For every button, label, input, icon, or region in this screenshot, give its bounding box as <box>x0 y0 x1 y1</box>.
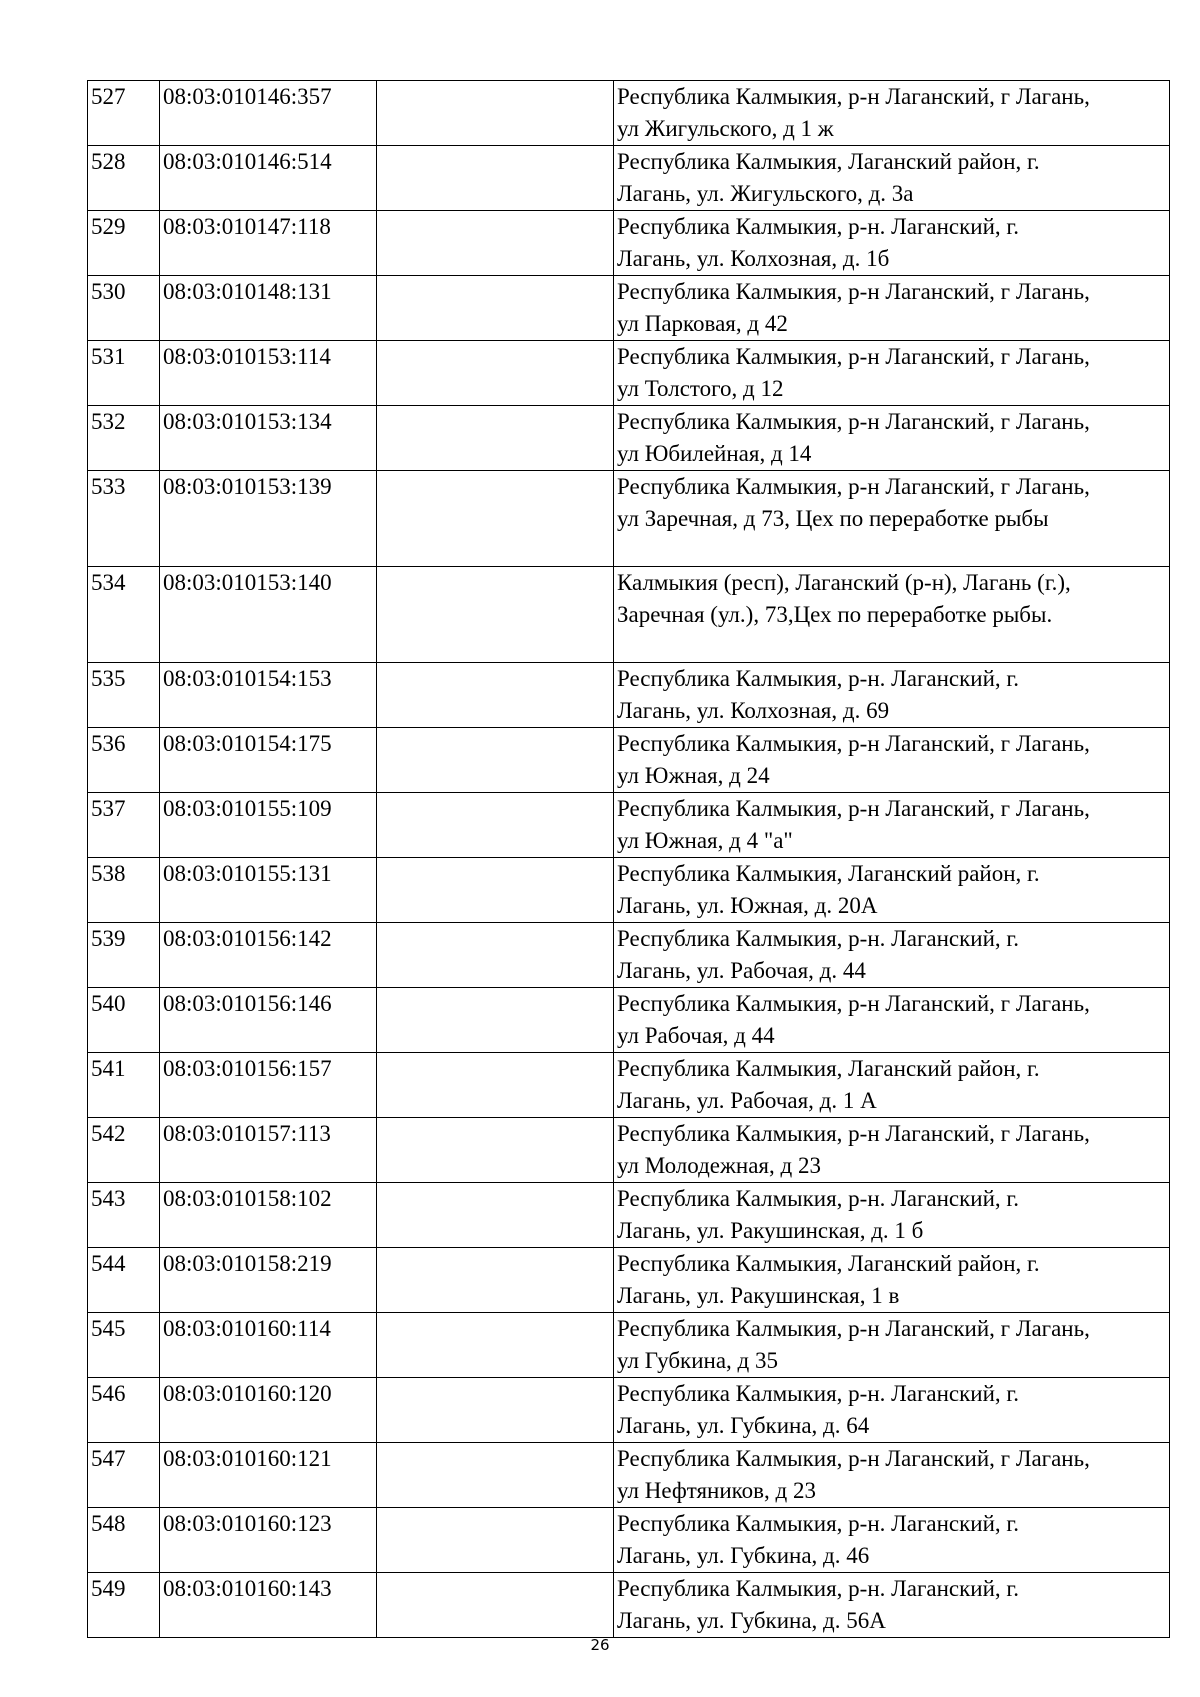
table-row <box>88 567 1170 663</box>
row-number-cell: 536 <box>88 728 160 793</box>
empty-cell <box>377 81 614 146</box>
cadastral-number-cell: 08:03:010153:139 <box>160 471 377 567</box>
address-cell: Республика Калмыкия, р-н. Лаганский, г. Лагань, ул. Рабочая, д. 44 <box>614 923 1170 988</box>
empty-cell <box>377 341 614 406</box>
row-number-cell: 527 <box>88 81 160 146</box>
empty-cell <box>377 1573 614 1638</box>
table-row <box>88 1118 1170 1183</box>
row-number-cell: 546 <box>88 1378 160 1443</box>
cadastral-number-cell: 08:03:010148:131 <box>160 276 377 341</box>
row-number-cell: 532 <box>88 406 160 471</box>
cadastral-number-cell: 08:03:010155:109 <box>160 793 377 858</box>
address-cell: Республика Калмыкия, р-н Лаганский, г Лагань, ул Юбилейная, д 14 <box>614 406 1170 471</box>
address-cell: Республика Калмыкия, р-н Лаганский, г Лагань, ул Парковая, д 42 <box>614 276 1170 341</box>
address-cell: Республика Калмыкия, р-н. Лаганский, г. Лагань, ул. Ракушинская, д. 1 б <box>614 1183 1170 1248</box>
table-row <box>88 1248 1170 1313</box>
empty-cell <box>377 211 614 276</box>
cadastral-number-cell: 08:03:010156:142 <box>160 923 377 988</box>
empty-cell <box>377 793 614 858</box>
table-row <box>88 471 1170 567</box>
table-row <box>88 146 1170 211</box>
row-number-cell: 544 <box>88 1248 160 1313</box>
cadastral-number-cell: 08:03:010155:131 <box>160 858 377 923</box>
cadastral-number-cell: 08:03:010160:114 <box>160 1313 377 1378</box>
cadastral-number-cell: 08:03:010153:114 <box>160 341 377 406</box>
cadastral-number-cell: 08:03:010160:123 <box>160 1508 377 1573</box>
table-row <box>88 211 1170 276</box>
table-row <box>88 923 1170 988</box>
row-number-cell: 542 <box>88 1118 160 1183</box>
empty-cell <box>377 406 614 471</box>
address-cell: Республика Калмыкия, р-н. Лаганский, г. Лагань, ул. Колхозная, д. 69 <box>614 663 1170 728</box>
row-number-cell: 540 <box>88 988 160 1053</box>
row-number-cell: 538 <box>88 858 160 923</box>
row-number-cell: 543 <box>88 1183 160 1248</box>
row-number-cell: 529 <box>88 211 160 276</box>
address-cell: Калмыкия (респ), Лаганский (р-н), Лагань (г.), Заречная (ул.), 73,Цех по переработке рыбы. <box>614 567 1170 663</box>
empty-cell <box>377 1183 614 1248</box>
table-row <box>88 406 1170 471</box>
cadastral-number-cell: 08:03:010160:120 <box>160 1378 377 1443</box>
row-number-cell: 535 <box>88 663 160 728</box>
empty-cell <box>377 663 614 728</box>
table-row <box>88 1443 1170 1508</box>
address-cell: Республика Калмыкия, р-н Лаганский, г Лагань, ул Нефтяников, д 23 <box>614 1443 1170 1508</box>
address-cell: Республика Калмыкия, р-н Лаганский, г Лагань, ул Губкина, д 35 <box>614 1313 1170 1378</box>
address-cell: Республика Калмыкия, Лаганский район, г. Лагань, ул. Ракушинская, 1 в <box>614 1248 1170 1313</box>
empty-cell <box>377 1118 614 1183</box>
table-row <box>88 276 1170 341</box>
address-cell: Республика Калмыкия, р-н Лаганский, г Лагань, ул Толстого, д 12 <box>614 341 1170 406</box>
table-row <box>88 1508 1170 1573</box>
row-number-cell: 534 <box>88 567 160 663</box>
row-number-cell: 548 <box>88 1508 160 1573</box>
table-row <box>88 341 1170 406</box>
cadastral-number-cell: 08:03:010146:514 <box>160 146 377 211</box>
address-cell: Республика Калмыкия, Лаганский район, г. Лагань, ул. Жигульского, д. 3а <box>614 146 1170 211</box>
cadastral-number-cell: 08:03:010158:219 <box>160 1248 377 1313</box>
empty-cell <box>377 1053 614 1118</box>
empty-cell <box>377 1313 614 1378</box>
address-cell: Республика Калмыкия, р-н Лаганский, г Лагань, ул Южная, д 4 "а" <box>614 793 1170 858</box>
address-cell: Республика Калмыкия, Лаганский район, г. Лагань, ул. Южная, д. 20А <box>614 858 1170 923</box>
row-number-cell: 549 <box>88 1573 160 1638</box>
cadastral-number-cell: 08:03:010156:157 <box>160 1053 377 1118</box>
empty-cell <box>377 1378 614 1443</box>
empty-cell <box>377 728 614 793</box>
table-row <box>88 728 1170 793</box>
cadastral-number-cell: 08:03:010153:140 <box>160 567 377 663</box>
address-cell: Республика Калмыкия, р-н Лаганский, г Лагань, ул Рабочая, д 44 <box>614 988 1170 1053</box>
row-number-cell: 541 <box>88 1053 160 1118</box>
address-cell: Республика Калмыкия, р-н. Лаганский, г. Лагань, ул. Губкина, д. 46 <box>614 1508 1170 1573</box>
row-number-cell: 528 <box>88 146 160 211</box>
table-row <box>88 793 1170 858</box>
table-row <box>88 1053 1170 1118</box>
empty-cell <box>377 1508 614 1573</box>
table-row <box>88 1183 1170 1248</box>
empty-cell <box>377 146 614 211</box>
cadastral-number-cell: 08:03:010160:143 <box>160 1573 377 1638</box>
cadastral-number-cell: 08:03:010160:121 <box>160 1443 377 1508</box>
cadastral-number-cell: 08:03:010154:175 <box>160 728 377 793</box>
cadastral-number-cell: 08:03:010146:357 <box>160 81 377 146</box>
empty-cell <box>377 858 614 923</box>
cadastral-number-cell: 08:03:010158:102 <box>160 1183 377 1248</box>
address-cell: Республика Калмыкия, р-н. Лаганский, г. Лагань, ул. Губкина, д. 64 <box>614 1378 1170 1443</box>
table-row <box>88 988 1170 1053</box>
address-cell: Республика Калмыкия, р-н Лаганский, г Лагань, ул Жигульского, д 1 ж <box>614 81 1170 146</box>
row-number-cell: 531 <box>88 341 160 406</box>
address-cell: Республика Калмыкия, р-н Лаганский, г Лагань, ул Молодежная, д 23 <box>614 1118 1170 1183</box>
address-cell: Республика Калмыкия, р-н Лаганский, г Лагань, ул Южная, д 24 <box>614 728 1170 793</box>
address-cell: Республика Калмыкия, Лаганский район, г. Лагань, ул. Рабочая, д. 1 А <box>614 1053 1170 1118</box>
row-number-cell: 545 <box>88 1313 160 1378</box>
empty-cell <box>377 1443 614 1508</box>
table-row <box>88 663 1170 728</box>
cadastral-number-cell: 08:03:010157:113 <box>160 1118 377 1183</box>
registry-table-body <box>88 81 1170 1638</box>
empty-cell <box>377 471 614 567</box>
address-cell: Республика Калмыкия, р-н Лаганский, г Лагань, ул Заречная, д 73, Цех по переработке рыбы <box>614 471 1170 567</box>
empty-cell <box>377 1248 614 1313</box>
table-row <box>88 81 1170 146</box>
table-row <box>88 1573 1170 1638</box>
cadastral-number-cell: 08:03:010156:146 <box>160 988 377 1053</box>
cadastral-number-cell: 08:03:010147:118 <box>160 211 377 276</box>
table-row <box>88 858 1170 923</box>
page-number: 26 <box>590 1636 610 1654</box>
table-row <box>88 1378 1170 1443</box>
empty-cell <box>377 276 614 341</box>
empty-cell <box>377 988 614 1053</box>
cadastral-number-cell: 08:03:010154:153 <box>160 663 377 728</box>
registry-table <box>87 80 1170 1638</box>
row-number-cell: 533 <box>88 471 160 567</box>
table-row <box>88 1313 1170 1378</box>
row-number-cell: 537 <box>88 793 160 858</box>
empty-cell <box>377 567 614 663</box>
empty-cell <box>377 923 614 988</box>
row-number-cell: 539 <box>88 923 160 988</box>
address-cell: Республика Калмыкия, р-н. Лаганский, г. Лагань, ул. Колхозная, д. 1б <box>614 211 1170 276</box>
cadastral-number-cell: 08:03:010153:134 <box>160 406 377 471</box>
row-number-cell: 547 <box>88 1443 160 1508</box>
row-number-cell: 530 <box>88 276 160 341</box>
address-cell: Республика Калмыкия, р-н. Лаганский, г. Лагань, ул. Губкина, д. 56А <box>614 1573 1170 1638</box>
